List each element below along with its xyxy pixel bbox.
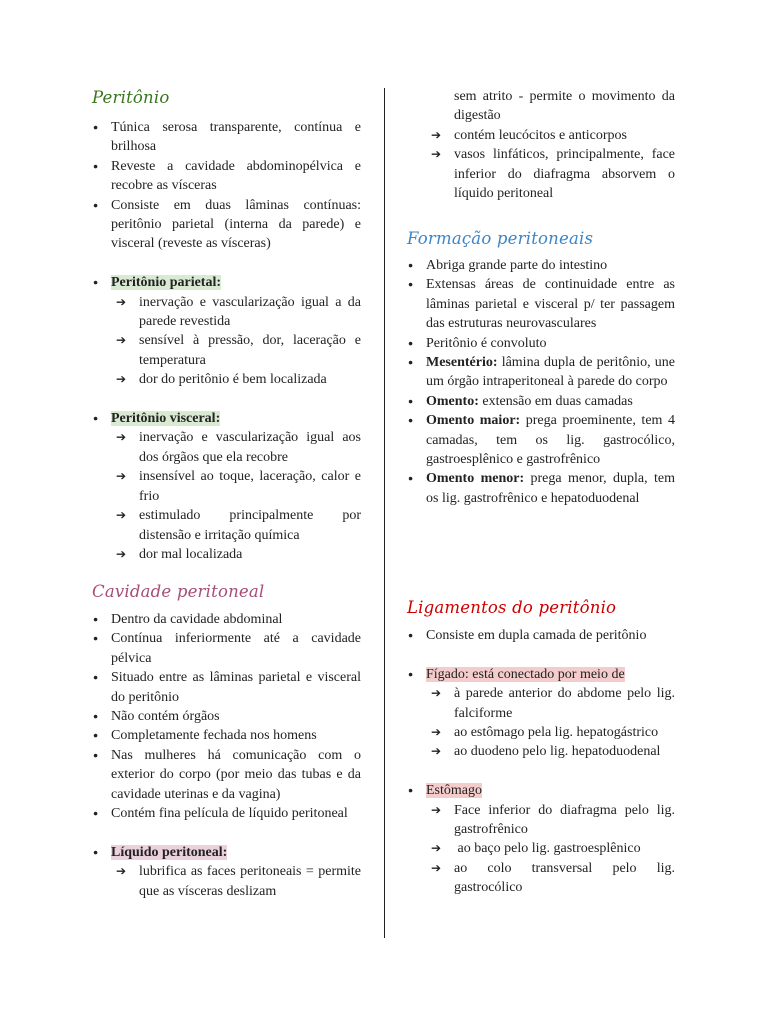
arrow-icon: ➔ (431, 841, 442, 856)
list-item: ● Mesentério: lâmina dupla de peritônio, une um órgão intraperitoneal à parede do corpo (407, 353, 675, 392)
section-heading-cavidade: Cavidade peritoneal (92, 582, 265, 601)
list-item: ● Túnica serosa transparente, contínua e brilhosa (92, 118, 361, 157)
arrow-icon: ➔ (431, 725, 442, 740)
list-item: ● Dentro da cavidade abdominal (92, 610, 361, 629)
arrow-icon: ➔ (116, 294, 127, 309)
sub-item: ➔ contém leucócitos e anticorpos (407, 126, 675, 145)
peritonio-list (92, 118, 361, 564)
section-heading-formacao: Formação peritoneais (407, 229, 594, 248)
list-item: ● Abriga grande parte do intestino (407, 256, 675, 275)
formacao-list (407, 256, 675, 508)
sub-item: ➔ sensível à pressão, dor, laceração e temperatura (116, 333, 361, 368)
sub-item: ➔ inervação e vascularização igual a da parede revestida (116, 294, 361, 330)
sub-item: ➔ ao duodeno pelo lig. hepatoduodenal (407, 742, 675, 761)
arrow-icon: ➔ (116, 430, 127, 445)
continuation-list (407, 87, 675, 203)
list-item: ● Completamente fechada nos homens (92, 726, 361, 745)
list-item-parietal (92, 273, 361, 292)
sub-item: ➔ inervação e vascularização igual aos dos órgãos que ela recobre (116, 430, 361, 465)
sub-item: ➔ ao baço pelo lig. gastroesplênico (407, 839, 675, 858)
arrow-icon: ➔ (116, 546, 127, 561)
list-item: ● Contínua inferiormente até a cavidade pélvica (92, 629, 361, 668)
arrow-icon: ➔ (116, 469, 127, 484)
list-item-visceral (92, 409, 361, 428)
arrow-icon: ➔ (431, 744, 442, 759)
sub-item-continuation: sem atrito - permite o movimento da digestão (454, 89, 675, 124)
sub-item: ➔ lubrifica as faces peritoneais = permite que as vísceras deslizam (116, 864, 361, 899)
arrow-icon: ➔ (116, 508, 127, 523)
arrow-icon: ➔ (431, 860, 442, 875)
list-item-liquido (92, 843, 361, 862)
ligamentos-list (407, 626, 675, 898)
arrow-icon: ➔ (431, 147, 442, 162)
cavidade-list (92, 610, 361, 901)
list-item: ● Consiste em duas lâminas contínuas: peritônio parietal (interna da parede) e visceral (reveste as vísceras) (92, 196, 361, 254)
column-divider (384, 88, 385, 938)
sub-item: ➔ ao estômago pela lig. hepatogástrico (407, 723, 675, 742)
sub-item: ➔ Face inferior do diafragma pelo lig. gastrofrênico (431, 802, 675, 838)
sub-item: ➔ insensível ao toque, laceração, calor e frio (116, 469, 361, 504)
section-heading-peritonio: Peritônio (92, 88, 170, 107)
arrow-icon: ➔ (431, 127, 442, 142)
arrow-icon: ➔ (431, 802, 442, 817)
list-item: ● Consiste em dupla camada de peritônio (407, 626, 675, 645)
estomago-label: Estômago (426, 783, 482, 799)
sub-item: ➔ ao colo transversal pelo lig. gastrocólico (431, 860, 675, 896)
section-heading-ligamentos: Ligamentos do peritônio (407, 598, 617, 617)
list-item: ● Omento menor: prega menor, dupla, tem os lig. gastrofrênico e hepatoduodenal (407, 469, 675, 508)
list-item: ● Omento: extensão em duas camadas (407, 392, 675, 411)
sub-item: ➔ dor mal localizada (92, 545, 361, 564)
arrow-icon: ➔ (116, 333, 127, 348)
list-item: ● Situado entre as lâminas parietal e visceral do peritônio (92, 668, 361, 707)
list-item-estomago (407, 781, 675, 800)
list-item: ● Omento maior: prega proeminente, tem 4 camadas, tem os lig. gastrocólico, gastroesplênico e gastrofrênico (407, 411, 675, 469)
sub-item: ➔ dor do peritônio é bem localizada (92, 370, 361, 389)
list-item: ● Nas mulheres há comunicação com o exterior do corpo (por meio das tubas e da cavidade uterinas e da vagina) (92, 746, 361, 804)
arrow-icon: ➔ (431, 686, 442, 701)
list-item: ● Extensas áreas de continuidade entre as lâminas parietal e visceral p/ ter passagem das estruturas neurovasculares (407, 275, 675, 333)
visceral-label: Peritônio visceral: (111, 411, 221, 427)
figado-label: Fígado: está conectado por meio de (426, 666, 625, 682)
parietal-label: Peritônio parietal: (111, 275, 222, 291)
sub-item: ➔ vasos linfáticos, principalmente, face inferior do diafragma absorvem o líquido peritoneal (431, 147, 675, 202)
liquido-label: Líquido peritoneal: (111, 844, 228, 860)
sub-item: ➔ à parede anterior do abdome pelo lig. falciforme (431, 686, 675, 721)
arrow-icon: ➔ (116, 864, 127, 879)
sub-item: ➔ estimulado principalmente por distensão e irritação química (116, 508, 361, 543)
arrow-icon: ➔ (116, 372, 127, 387)
list-item-figado (407, 665, 675, 684)
list-item: ● Contém fina película de líquido peritoneal (92, 804, 361, 823)
list-item: ● Reveste a cavidade abdominopélvica e recobre as vísceras (92, 157, 361, 196)
list-item: ● Peritônio é convoluto (407, 334, 675, 353)
list-item: ● Não contém órgãos (92, 707, 361, 726)
